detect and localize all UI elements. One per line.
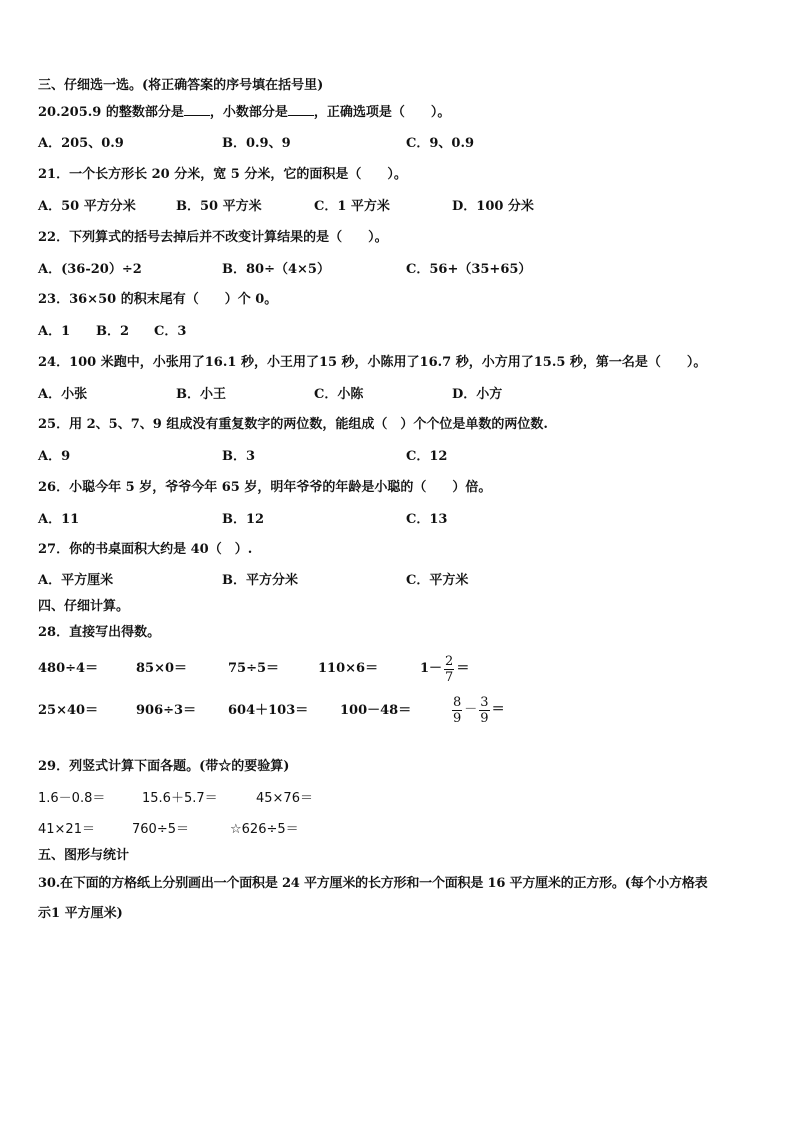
q28-item-5 bbox=[418, 652, 471, 687]
question-25: 25．用 2、5、7、9 组成没有重复数字的两位数，能组成（ ）个个位是单数的两位数. bbox=[38, 417, 548, 432]
q21-option-d[interactable]: D．100 分米 bbox=[452, 199, 534, 214]
question-30-line-2: 示1 平方厘米) bbox=[38, 906, 123, 921]
q29-item-3: 45×76＝ bbox=[256, 791, 313, 806]
q26-option-c[interactable]: C．13 bbox=[406, 512, 448, 527]
q21-option-b[interactable]: B．50 平方米 bbox=[176, 199, 262, 214]
q28-item-9: 100－48＝ bbox=[340, 703, 412, 718]
q28-item-3: 75÷5＝ bbox=[228, 661, 280, 676]
fraction-denominator: 7 bbox=[445, 669, 454, 685]
q26-option-b[interactable]: B．12 bbox=[222, 512, 265, 527]
q24-option-b[interactable]: B．小王 bbox=[176, 387, 226, 402]
fraction-denominator: 9 bbox=[480, 710, 489, 726]
q28-item-4: 110×6＝ bbox=[318, 661, 379, 676]
q29-item-2: 15.6＋5.7＝ bbox=[142, 791, 218, 806]
q20-number: 20. bbox=[38, 105, 61, 120]
q29-item-1: 1.6－0.8＝ bbox=[38, 791, 106, 806]
q21-option-a[interactable]: A．50 平方分米 bbox=[38, 199, 136, 214]
q20-part2: ，小数部分是 bbox=[209, 105, 288, 120]
q27-option-c[interactable]: C．平方米 bbox=[406, 573, 469, 588]
q25-option-a[interactable]: A．9 bbox=[38, 449, 71, 464]
q25-option-b[interactable]: B．3 bbox=[222, 449, 256, 464]
q20-option-b[interactable]: B．0.9、9 bbox=[222, 136, 291, 151]
question-28: 28．直接写出得数。 bbox=[38, 625, 161, 640]
fraction-3-9 bbox=[479, 695, 489, 726]
q28-item-5-equals: ＝ bbox=[456, 661, 470, 676]
fraction-numerator: 3 bbox=[480, 694, 489, 710]
question-22: 22．下列算式的括号去掉后并不改变计算结果的是（ ）。 bbox=[38, 230, 388, 245]
q28-item-7: 906÷3＝ bbox=[136, 703, 197, 718]
q23-option-a[interactable]: A．1 bbox=[38, 324, 71, 339]
q27-option-b[interactable]: B．平方分米 bbox=[222, 573, 298, 588]
equals-sign: ＝ bbox=[491, 702, 505, 717]
q25-option-c[interactable]: C．12 bbox=[406, 449, 448, 464]
q22-option-a[interactable]: A．(36-20）÷2 bbox=[38, 262, 142, 277]
q28-item-8: 604＋103＝ bbox=[228, 703, 309, 718]
q20-option-c[interactable]: C．9、0.9 bbox=[406, 136, 475, 151]
section-5-title: 五、图形与统计 bbox=[38, 848, 130, 863]
q24-option-c[interactable]: C．小陈 bbox=[314, 387, 364, 402]
fraction-numerator: 2 bbox=[445, 653, 454, 669]
fraction-2-7 bbox=[444, 654, 454, 685]
q28-item-10 bbox=[452, 692, 507, 729]
q20-blank-1[interactable] bbox=[184, 103, 210, 116]
q23-option-b[interactable]: B．2 bbox=[96, 324, 130, 339]
q29-item-4: 41×21＝ bbox=[38, 822, 95, 837]
question-29: 29．列竖式计算下面各题。(带☆的要验算) bbox=[38, 759, 290, 774]
q24-option-d[interactable]: D．小方 bbox=[452, 387, 503, 402]
q24-option-a[interactable]: A．小张 bbox=[38, 387, 88, 402]
q29-item-6: ☆626÷5＝ bbox=[230, 822, 299, 837]
q28-item-5-lead: 1－ bbox=[420, 661, 443, 676]
q20-blank-2[interactable] bbox=[288, 103, 314, 116]
q28-item-2: 85×0＝ bbox=[136, 661, 188, 676]
q20-option-a[interactable]: A．205、0.9 bbox=[38, 136, 124, 151]
fraction-denominator: 9 bbox=[453, 710, 462, 726]
q20-part3: ，正确选项是（ ）。 bbox=[313, 105, 451, 120]
fraction-8-9 bbox=[452, 695, 462, 726]
q23-option-c[interactable]: C．3 bbox=[154, 324, 187, 339]
q27-option-a[interactable]: A．平方厘米 bbox=[38, 573, 114, 588]
q21-option-c[interactable]: C．1 平方米 bbox=[314, 199, 390, 214]
question-24: 24．100 米跑中，小张用了16.1 秒，小王用了15 秒，小陈用了16.7 秒，小方用了15.5 秒，第一名是（ ）。 bbox=[38, 355, 707, 370]
q29-item-5: 760÷5＝ bbox=[132, 822, 189, 837]
fraction-numerator: 8 bbox=[453, 694, 462, 710]
q20-part1: 205.9 的整数部分是 bbox=[60, 105, 184, 120]
question-23: 23．36×50 的积末尾有（ ）个 0。 bbox=[38, 292, 278, 307]
q22-option-b[interactable]: B．80÷（4×5） bbox=[222, 262, 330, 277]
q22-option-c[interactable]: C．56+（35+65） bbox=[406, 262, 532, 277]
question-26: 26．小聪今年 5 岁，爷爷今年 65 岁，明年爷爷的年龄是小聪的（ ）倍。 bbox=[38, 480, 492, 495]
section-3-title: 三、仔细选一选。(将正确答案的序号填在括号里) bbox=[38, 78, 324, 93]
question-27: 27．你的书桌面积大约是 40（ ）. bbox=[38, 542, 253, 557]
section-4-title: 四、仔细计算。 bbox=[38, 599, 130, 614]
q26-option-a[interactable]: A．11 bbox=[38, 512, 80, 527]
question-21: 21．一个长方形长 20 分米，宽 5 分米，它的面积是（ ）。 bbox=[38, 167, 407, 182]
question-20 bbox=[38, 103, 450, 122]
q28-item-6: 25×40＝ bbox=[38, 703, 99, 718]
minus-sign: － bbox=[464, 702, 478, 717]
q28-item-1: 480÷4＝ bbox=[38, 661, 99, 676]
question-30-line-1: 30.在下面的方格纸上分别画出一个面积是 24 平方厘米的长方形和一个面积是 16 平方厘米的正方形。(每个小方格表 bbox=[38, 876, 708, 891]
